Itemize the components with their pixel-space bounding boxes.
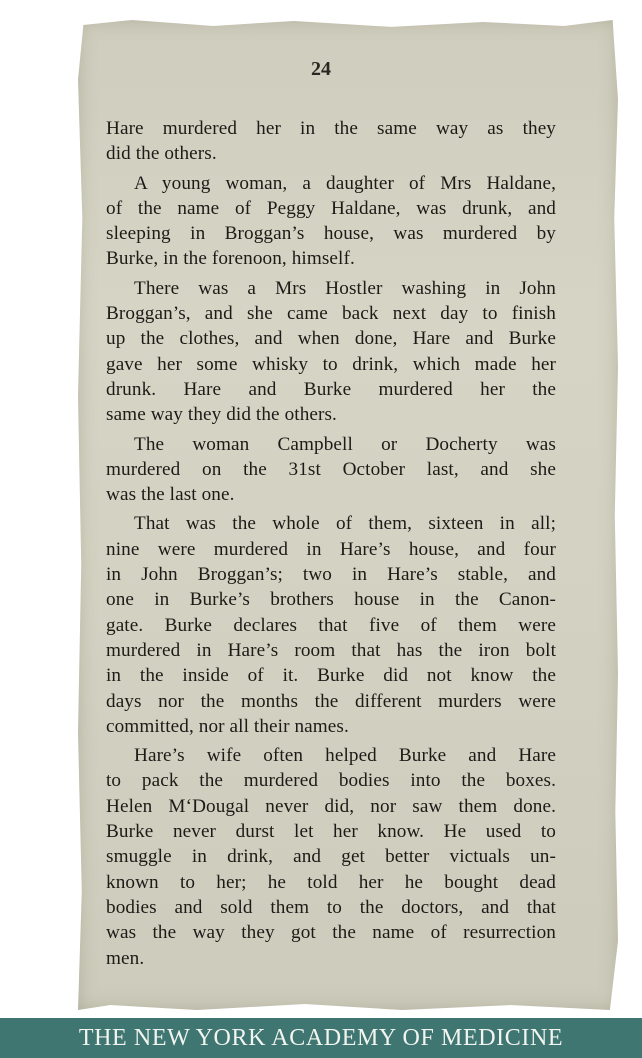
text-line: That was the whole of them, sixteen in all; xyxy=(134,513,556,535)
text-line: Burke never durst let her know. He used to xyxy=(106,821,556,843)
text-line: Helen M‘Dougal never did, nor saw them done. xyxy=(106,795,556,817)
paragraph xyxy=(106,432,556,508)
text-line: known to her; he told her he bought dead xyxy=(106,871,556,893)
text-line: men. xyxy=(106,947,145,969)
text-line: murdered on the 31st October last, and she xyxy=(106,458,556,480)
text-line: murdered in Hare’s room that has the iron bolt xyxy=(106,639,556,661)
paragraph xyxy=(106,276,556,428)
text-line: The woman Campbell or Docherty was xyxy=(134,433,556,455)
text-line: gave her some whisky to drink, which made her xyxy=(106,353,556,375)
paragraph xyxy=(106,116,556,167)
text-line: smuggle in drink, and get better victuals un- xyxy=(106,846,556,868)
paragraph xyxy=(106,743,556,971)
text-line: gate. Burke declares that five of them were xyxy=(106,614,556,636)
text-line: There was a Mrs Hostler washing in John xyxy=(134,277,556,299)
page-text xyxy=(106,116,556,971)
text-line: sleeping in Broggan’s house, was murdered by xyxy=(106,223,556,245)
text-line: did the others. xyxy=(106,143,217,165)
text-line: Broggan’s, and she came back next day to finish xyxy=(106,303,556,325)
text-line: in John Broggan’s; two in Hare’s stable, and xyxy=(106,564,556,586)
text-line: days nor the months the different murders were xyxy=(106,690,556,712)
text-line: bodies and sold them to the doctors, and that xyxy=(106,896,556,918)
text-line: Burke, in the forenoon, himself. xyxy=(106,248,355,270)
text-line: Hare murdered her in the same way as they xyxy=(106,118,556,139)
text-line: same way they did the others. xyxy=(106,404,337,426)
text-line: one in Burke’s brothers house in the Canon- xyxy=(106,589,556,611)
paragraph xyxy=(106,171,556,272)
text-line: A young woman, a daughter of Mrs Haldane, xyxy=(134,172,556,194)
text-line: committed, nor all their names. xyxy=(106,715,349,737)
footer-label: THE NEW YORK ACADEMY OF MEDICINE xyxy=(78,1024,564,1051)
page-number: 24 xyxy=(311,58,331,80)
text-line: in the inside of it. Burke did not know the xyxy=(106,665,556,687)
text-line: to pack the murdered bodies into the boxes. xyxy=(106,770,556,792)
text-line: Hare’s wife often helped Burke and Hare xyxy=(134,745,556,767)
text-line: was the last one. xyxy=(106,484,235,506)
text-line: up the clothes, and when done, Hare and Burke xyxy=(106,328,556,350)
text-line: of the name of Peggy Haldane, was drunk, and xyxy=(106,197,556,219)
paragraph xyxy=(106,511,556,739)
text-line: was the way they got the name of resurrection xyxy=(106,922,556,944)
footer-banner xyxy=(0,1018,642,1058)
text-line: drunk. Hare and Burke murdered her the xyxy=(106,378,556,400)
text-line: nine were murdered in Hare’s house, and four xyxy=(106,538,556,560)
